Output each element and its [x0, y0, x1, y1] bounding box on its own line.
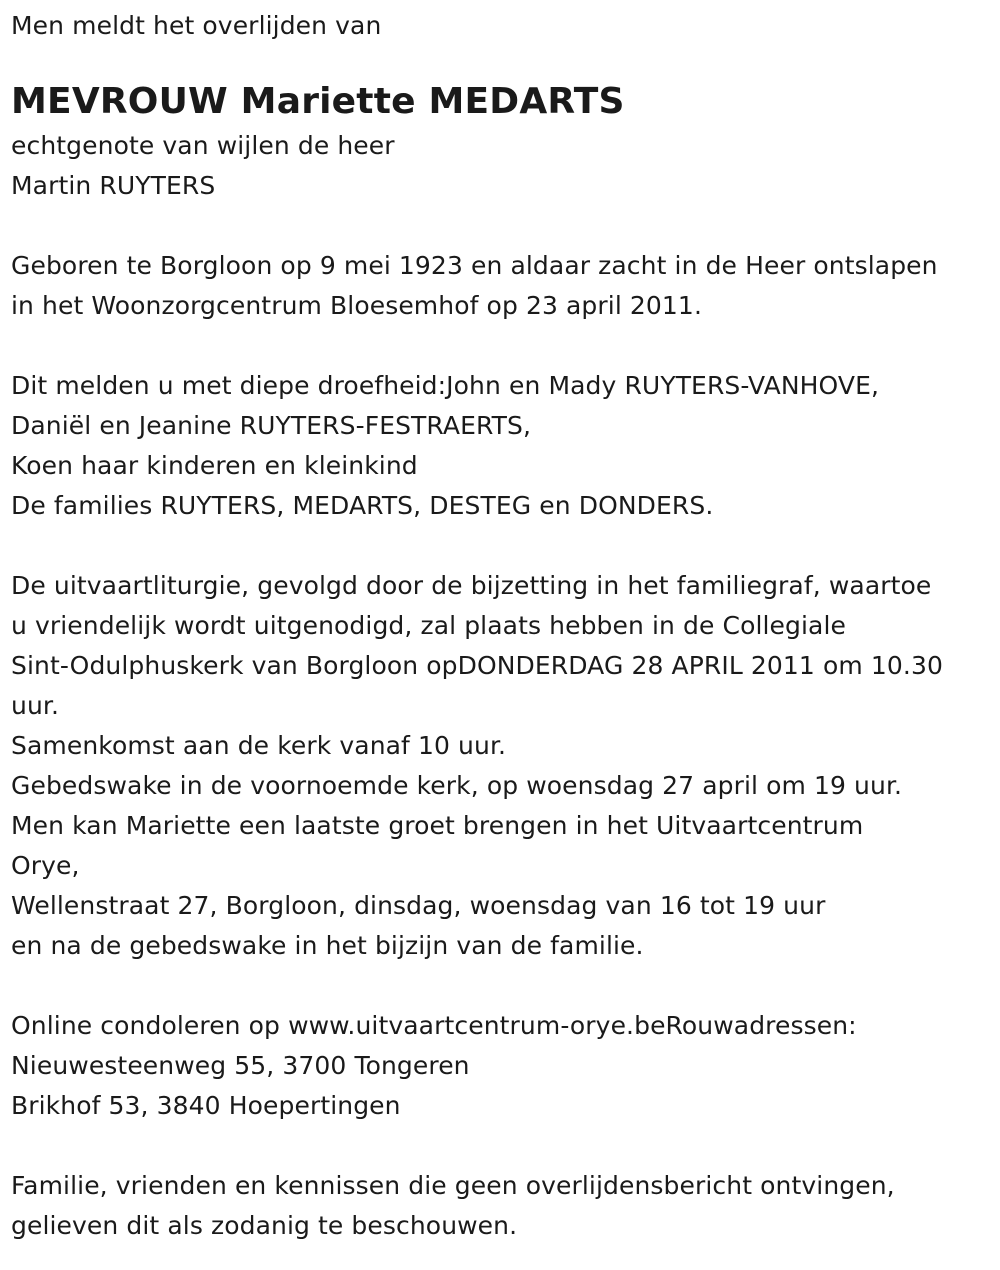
birth-death-line: Geboren te Borgloon op 9 mei 1923 en aldaar zacht in de Heer ontslapen	[11, 251, 938, 280]
spacer	[11, 966, 989, 1006]
funeral-line: Gebedswake in de voornoemde kerk, op woensdag 27 april om 19 uur.	[11, 771, 903, 800]
funeral-line: De uitvaartliturgie, gevolgd door de bijzetting in het familiegraf, waartoe	[11, 571, 932, 600]
mourners-line: Dit melden u met diepe droefheid:John en Mady RUYTERS-VANHOVE,	[11, 371, 880, 400]
birth-death-section	[11, 246, 989, 326]
closing-line: Familie, vrienden en kennissen die geen overlijdensbericht ontvingen,	[11, 1171, 895, 1200]
spouse-line: echtgenote van wijlen de heer	[11, 131, 395, 160]
spacer	[11, 326, 989, 366]
addresses-line: Online condoleren op www.uitvaartcentrum-orye.beRouwadressen:	[11, 1011, 857, 1040]
spacer	[11, 526, 989, 566]
funeral-line: Orye,	[11, 851, 80, 880]
addresses-line: Nieuwesteenweg 55, 3700 Tongeren	[11, 1051, 470, 1080]
mourners-section	[11, 366, 989, 526]
funeral-line: uur.	[11, 691, 60, 720]
spouse-section	[11, 126, 989, 206]
birth-death-line: in het Woonzorgcentrum Bloesemhof op 23 april 2011.	[11, 291, 702, 320]
spouse-line: Martin RUYTERS	[11, 171, 216, 200]
mourners-line: Daniël en Jeanine RUYTERS-FESTRAERTS,	[11, 411, 532, 440]
mourners-line: De families RUYTERS, MEDARTS, DESTEG en DONDERS.	[11, 491, 714, 520]
funeral-line: Men kan Mariette een laatste groet brengen in het Uitvaartcentrum	[11, 811, 864, 840]
funeral-line: Wellenstraat 27, Borgloon, dinsdag, woensdag van 16 tot 19 uur	[11, 891, 826, 920]
closing-line: gelieven dit als zodanig te beschouwen.	[11, 1211, 518, 1240]
funeral-section	[11, 566, 989, 966]
funeral-line: u vriendelijk wordt uitgenodigd, zal plaats hebben in de Collegiale	[11, 611, 846, 640]
addresses-line: Brikhof 53, 3840 Hoepertingen	[11, 1091, 401, 1120]
spacer	[11, 1126, 989, 1166]
funeral-line: Samenkomst aan de kerk vanaf 10 uur.	[11, 731, 507, 760]
intro-text: Men meldt het overlijden van	[11, 11, 382, 40]
deceased-name: MEVROUW Mariette MEDARTS	[11, 81, 625, 122]
spacer	[11, 206, 989, 246]
funeral-line: Sint-Odulphuskerk van Borgloon opDONDERDAG 28 APRIL 2011 om 10.30	[11, 651, 943, 680]
closing-section	[11, 1166, 989, 1246]
addresses-section	[11, 1006, 989, 1126]
funeral-line: en na de gebedswake in het bijzijn van de familie.	[11, 931, 644, 960]
mourners-line: Koen haar kinderen en kleinkind	[11, 451, 418, 480]
